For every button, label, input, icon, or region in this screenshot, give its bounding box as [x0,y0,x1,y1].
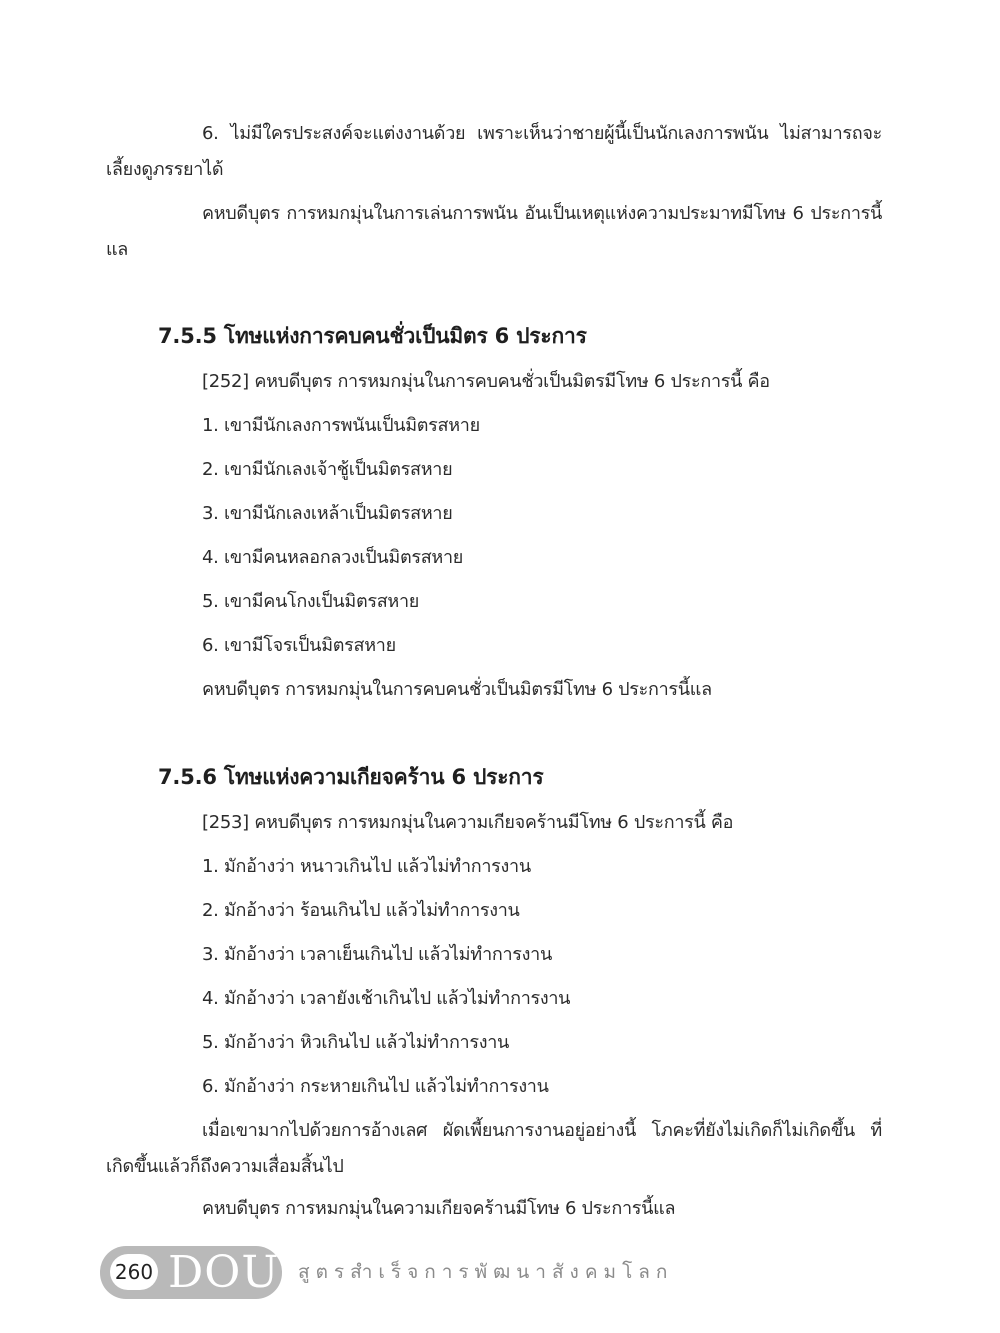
section-755-item-2: 2. เขามีนักเลงเจ้าชู้เป็นมิตรสหาย [202,459,453,480]
section-755-item-5: 5. เขามีคนโกงเป็นมิตรสหาย [202,591,420,612]
intro-conclusion-line2: แล [106,239,129,260]
section-756-item-1: 1. มักอ้างว่า หนาวเกินไป แล้วไม่ทำการงาน [202,856,531,877]
section-756-item-4: 4. มักอ้างว่า เวลายังเช้าเกินไป แล้วไม่ทำการงาน [202,988,571,1009]
footer-badge [100,1246,282,1299]
section-755-item-4: 4. เขามีคนหลอกลวงเป็นมิตรสหาย [202,547,464,568]
section-756-item-2: 2. มักอ้างว่า ร้อนเกินไป แล้วไม่ทำการงาน [202,900,520,921]
section-755-intro: [252] คหบดีบุตร การหมกมุ่นในการคบคนชั่วเป็นมิตรมีโทษ 6 ประการนี้ คือ [202,371,770,392]
section-755-heading: 7.5.5 โทษแห่งการคบคนชั่วเป็นมิตร 6 ประการ [158,324,587,348]
section-756-intro: [253] คหบดีบุตร การหมกมุ่นในความเกียจคร้านมีโทษ 6 ประการนี้ คือ [202,812,734,833]
section-755-item-1: 1. เขามีนักเลงการพนันเป็นมิตรสหาย [202,415,480,436]
section-755-conclusion: คหบดีบุตร การหมกมุ่นในการคบคนชั่วเป็นมิตรมีโทษ 6 ประการนี้แล [202,679,712,700]
section-756-item-6: 6. มักอ้างว่า กระหายเกินไป แล้วไม่ทำการงาน [202,1076,549,1097]
section-756-item-5: 5. มักอ้างว่า หิวเกินไป แล้วไม่ทำการงาน [202,1032,510,1053]
section-756-item-3: 3. มักอ้างว่า เวลาเย็นเกินไป แล้วไม่ทำการงาน [202,944,552,965]
section-756-heading: 7.5.6 โทษแห่งความเกียจคร้าน 6 ประการ [158,765,544,789]
dou-logo: DOU [168,1247,280,1298]
page-number: 260 [110,1254,158,1290]
section-756-paragraph-line2: เกิดขึ้นแล้วก็ถึงความเสื่อมสิ้นไป [106,1156,344,1177]
section-756-conclusion: คหบดีบุตร การหมกมุ่นในความเกียจคร้านมีโทษ 6 ประการนี้แล [202,1198,676,1219]
book-title: สูตรสำเร็จการพัฒนาสังคมโลก [298,1261,674,1283]
section-755-item-6: 6. เขามีโจรเป็นมิตรสหาย [202,635,396,656]
section-756-paragraph-line1: เมื่อเขามากไปด้วยการอ้างเลศ ผัดเพี้ยนการงานอยู่อย่างนี้ โภคะที่ยังไม่เกิดก็ไม่เกิดขึ้น ที่ [202,1120,882,1141]
intro-item6-line1: 6. ไม่มีใครประสงค์จะแต่งงานด้วย เพราะเห็นว่าชายผู้นี้เป็นนักเลงการพนัน ไม่สามารถจะ [202,123,882,144]
section-755-item-3: 3. เขามีนักเลงเหล้าเป็นมิตรสหาย [202,503,453,524]
intro-conclusion-line1: คหบดีบุตร การหมกมุ่นในการเล่นการพนัน อันเป็นเหตุแห่งความประมาทมีโทษ 6 ประการนี้ [202,203,882,224]
intro-item6-line2: เลี้ยงดูภรรยาได้ [106,159,224,180]
